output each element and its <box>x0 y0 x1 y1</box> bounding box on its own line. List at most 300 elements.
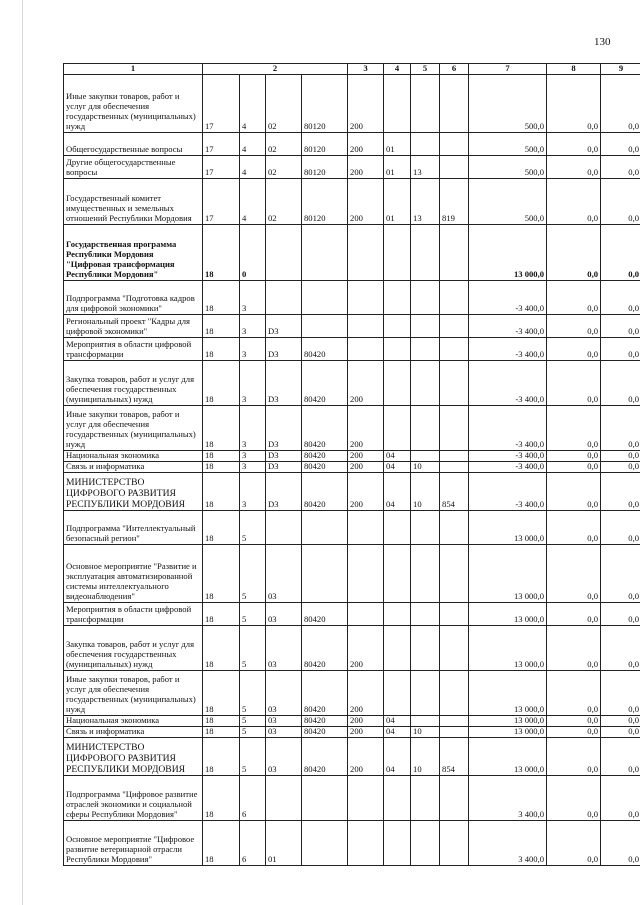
code-expense-type: 200 <box>348 726 384 737</box>
amount-col7: 13 000,0 <box>469 737 547 775</box>
amount-col7: 13 000,0 <box>469 670 547 715</box>
code-event: 03 <box>266 726 302 737</box>
code-direction: 80420 <box>302 726 348 737</box>
code-subprogram: 5 <box>240 670 266 715</box>
code-program: 18 <box>203 737 240 775</box>
row-name: Иные закупки товаров, работ и услуг для обеспечения государственных (муниципальных) нужд <box>64 670 203 715</box>
table-row <box>64 314 640 337</box>
code-subprogram: 5 <box>240 625 266 670</box>
code-subprogram: 5 <box>240 726 266 737</box>
amount-col9: 0,0 <box>601 461 640 472</box>
amount-col9: 0,0 <box>601 544 640 602</box>
code-event: 02 <box>266 132 302 155</box>
code-direction <box>302 314 348 337</box>
code-section <box>384 405 411 450</box>
amount-col9: 0,0 <box>601 670 640 715</box>
row-name: Национальная экономика <box>64 450 203 461</box>
code-program: 18 <box>203 337 240 360</box>
header-cell-9: 9 <box>601 64 640 75</box>
row-name: Государственный комитет имущественных и земельных отношений Республики Мордовия <box>64 178 203 224</box>
code-section <box>384 314 411 337</box>
amount-col9: 0,0 <box>601 726 640 737</box>
code-section <box>384 224 411 280</box>
code-expense-type <box>348 544 384 602</box>
code-section <box>384 360 411 405</box>
amount-col8: 0,0 <box>547 715 601 726</box>
header-cell-6: 6 <box>440 64 469 75</box>
code-ministry <box>440 450 469 461</box>
code-section <box>384 544 411 602</box>
code-section: 04 <box>384 715 411 726</box>
code-event: 03 <box>266 715 302 726</box>
code-direction: 80120 <box>302 74 348 132</box>
code-subprogram: 3 <box>240 405 266 450</box>
table-row <box>64 715 640 726</box>
code-ministry: 854 <box>440 737 469 775</box>
code-expense-type: 200 <box>348 461 384 472</box>
amount-col9: 0,0 <box>601 178 640 224</box>
amount-col8: 0,0 <box>547 155 601 178</box>
amount-col9: 0,0 <box>601 132 640 155</box>
code-subprogram: 5 <box>240 510 266 544</box>
code-subprogram: 4 <box>240 74 266 132</box>
amount-col7: 3 400,0 <box>469 775 547 820</box>
row-name: Закупка товаров, работ и услуг для обеспечения государственных (муниципальных) нужд <box>64 360 203 405</box>
code-section <box>384 820 411 865</box>
row-name: Основное мероприятие "Развитие и эксплуатация автоматизированной системы интеллектуального видеонаблюдения" <box>64 544 203 602</box>
code-program: 18 <box>203 625 240 670</box>
row-name: Иные закупки товаров, работ и услуг для обеспечения государственных (муниципальных) нужд <box>64 74 203 132</box>
code-ministry <box>440 155 469 178</box>
code-section <box>384 670 411 715</box>
code-direction: 80420 <box>302 450 348 461</box>
code-direction: 80420 <box>302 670 348 715</box>
table-row <box>64 602 640 625</box>
code-program: 17 <box>203 155 240 178</box>
code-program: 18 <box>203 510 240 544</box>
code-direction: 80120 <box>302 155 348 178</box>
amount-col9: 0,0 <box>601 510 640 544</box>
code-expense-type: 200 <box>348 670 384 715</box>
table-row <box>64 360 640 405</box>
amount-col8: 0,0 <box>547 625 601 670</box>
amount-col9: 0,0 <box>601 155 640 178</box>
code-subprogram: 4 <box>240 132 266 155</box>
code-subsection <box>411 544 440 602</box>
code-subprogram: 6 <box>240 820 266 865</box>
code-ministry <box>440 314 469 337</box>
table-row <box>64 510 640 544</box>
code-expense-type: 200 <box>348 472 384 510</box>
code-event: 03 <box>266 737 302 775</box>
row-name: Государственная программа Республики Мордовия "Цифровая трансформация Республики Мордовия" <box>64 224 203 280</box>
code-subsection <box>411 360 440 405</box>
code-direction <box>302 280 348 314</box>
table-row <box>64 670 640 715</box>
amount-col7: 500,0 <box>469 132 547 155</box>
table-row <box>64 737 640 775</box>
code-expense-type: 200 <box>348 715 384 726</box>
code-subprogram: 3 <box>240 280 266 314</box>
amount-col7: -3 400,0 <box>469 337 547 360</box>
code-ministry <box>440 726 469 737</box>
code-section: 04 <box>384 726 411 737</box>
code-subsection <box>411 280 440 314</box>
code-program: 18 <box>203 820 240 865</box>
code-subprogram: 6 <box>240 775 266 820</box>
code-subsection: 10 <box>411 461 440 472</box>
code-section: 04 <box>384 472 411 510</box>
code-direction <box>302 820 348 865</box>
amount-col8: 0,0 <box>547 726 601 737</box>
code-program: 17 <box>203 74 240 132</box>
code-ministry <box>440 670 469 715</box>
amount-col8: 0,0 <box>547 510 601 544</box>
code-event: 03 <box>266 544 302 602</box>
code-direction: 80420 <box>302 715 348 726</box>
code-ministry <box>440 461 469 472</box>
code-ministry <box>440 775 469 820</box>
amount-col7: 13 000,0 <box>469 625 547 670</box>
code-expense-type: 200 <box>348 405 384 450</box>
amount-col8: 0,0 <box>547 544 601 602</box>
code-program: 18 <box>203 280 240 314</box>
code-subprogram: 5 <box>240 715 266 726</box>
code-event: 01 <box>266 820 302 865</box>
code-direction: 80420 <box>302 737 348 775</box>
amount-col8: 0,0 <box>547 405 601 450</box>
amount-col7: -3 400,0 <box>469 472 547 510</box>
code-section: 01 <box>384 155 411 178</box>
code-subprogram: 4 <box>240 178 266 224</box>
amount-col9: 0,0 <box>601 224 640 280</box>
code-event: 03 <box>266 625 302 670</box>
table-body <box>64 74 640 865</box>
amount-col8: 0,0 <box>547 461 601 472</box>
code-subprogram: 3 <box>240 337 266 360</box>
code-event: 03 <box>266 670 302 715</box>
code-program: 18 <box>203 450 240 461</box>
table-row <box>64 544 640 602</box>
header-cell-8: 8 <box>547 64 601 75</box>
row-name: Общегосударственные вопросы <box>64 132 203 155</box>
table-row <box>64 625 640 670</box>
amount-col9: 0,0 <box>601 602 640 625</box>
code-program: 18 <box>203 472 240 510</box>
code-event: 03 <box>266 602 302 625</box>
code-ministry <box>440 510 469 544</box>
code-direction: 80420 <box>302 360 348 405</box>
amount-col8: 0,0 <box>547 602 601 625</box>
code-subsection <box>411 314 440 337</box>
code-program: 18 <box>203 602 240 625</box>
amount-col9: 0,0 <box>601 737 640 775</box>
table-row <box>64 337 640 360</box>
amount-col8: 0,0 <box>547 178 601 224</box>
code-subprogram: 5 <box>240 544 266 602</box>
code-event <box>266 224 302 280</box>
row-name: Подпрограмма "Интеллектуальный безопасный регион" <box>64 510 203 544</box>
code-section <box>384 602 411 625</box>
header-cell-1: 1 <box>64 64 203 75</box>
amount-col7: -3 400,0 <box>469 360 547 405</box>
code-section <box>384 74 411 132</box>
code-program: 18 <box>203 715 240 726</box>
code-ministry <box>440 224 469 280</box>
amount-col8: 0,0 <box>547 224 601 280</box>
code-direction <box>302 544 348 602</box>
code-ministry <box>440 544 469 602</box>
code-section: 01 <box>384 132 411 155</box>
code-direction: 80420 <box>302 337 348 360</box>
amount-col7: 13 000,0 <box>469 715 547 726</box>
code-event: D3 <box>266 337 302 360</box>
code-ministry <box>440 715 469 726</box>
code-program: 18 <box>203 314 240 337</box>
code-section <box>384 775 411 820</box>
code-subsection <box>411 670 440 715</box>
code-program: 18 <box>203 224 240 280</box>
code-section <box>384 510 411 544</box>
code-subprogram: 3 <box>240 450 266 461</box>
amount-col7: 500,0 <box>469 178 547 224</box>
amount-col7: -3 400,0 <box>469 280 547 314</box>
row-name: Связь и информатика <box>64 726 203 737</box>
code-subprogram: 5 <box>240 602 266 625</box>
code-expense-type <box>348 820 384 865</box>
code-program: 18 <box>203 360 240 405</box>
row-name: Региональный проект "Кадры для цифровой экономики" <box>64 314 203 337</box>
code-ministry <box>440 132 469 155</box>
amount-col7: 13 000,0 <box>469 544 547 602</box>
row-name: Иные закупки товаров, работ и услуг для обеспечения государственных (муниципальных) нужд <box>64 405 203 450</box>
code-subprogram: 0 <box>240 224 266 280</box>
code-event: D3 <box>266 450 302 461</box>
code-subsection <box>411 74 440 132</box>
amount-col9: 0,0 <box>601 820 640 865</box>
header-row <box>64 64 640 75</box>
header-cell-3: 3 <box>348 64 384 75</box>
code-subsection: 10 <box>411 726 440 737</box>
amount-col7: 13 000,0 <box>469 224 547 280</box>
amount-col8: 0,0 <box>547 280 601 314</box>
table-row <box>64 74 640 132</box>
row-name: Подпрограмма "Цифровое развитие отраслей экономики и социальной сферы Республики Мордовия" <box>64 775 203 820</box>
table-row <box>64 726 640 737</box>
code-program: 17 <box>203 132 240 155</box>
amount-col9: 0,0 <box>601 337 640 360</box>
amount-col7: 13 000,0 <box>469 726 547 737</box>
amount-col9: 0,0 <box>601 472 640 510</box>
code-event: D3 <box>266 405 302 450</box>
code-subsection <box>411 510 440 544</box>
row-name: МИНИСТЕРСТВО ЦИФРОВОГО РАЗВИТИЯ РЕСПУБЛИКИ МОРДОВИЯ <box>64 472 203 510</box>
amount-col9: 0,0 <box>601 715 640 726</box>
code-section: 04 <box>384 450 411 461</box>
code-subsection: 13 <box>411 155 440 178</box>
code-event: 02 <box>266 155 302 178</box>
page-number: 130 <box>594 36 611 48</box>
code-expense-type <box>348 510 384 544</box>
code-event <box>266 775 302 820</box>
code-program: 18 <box>203 726 240 737</box>
code-subsection <box>411 224 440 280</box>
header-cell-7: 7 <box>469 64 547 75</box>
code-event: 02 <box>266 178 302 224</box>
code-subprogram: 5 <box>240 737 266 775</box>
code-direction: 80420 <box>302 405 348 450</box>
code-program: 18 <box>203 775 240 820</box>
table-row <box>64 450 640 461</box>
code-expense-type: 200 <box>348 625 384 670</box>
amount-col9: 0,0 <box>601 405 640 450</box>
amount-col8: 0,0 <box>547 472 601 510</box>
amount-col8: 0,0 <box>547 337 601 360</box>
code-subprogram: 4 <box>240 155 266 178</box>
table-row <box>64 280 640 314</box>
code-event: D3 <box>266 360 302 405</box>
code-subsection: 13 <box>411 178 440 224</box>
code-direction <box>302 224 348 280</box>
code-subprogram: 3 <box>240 472 266 510</box>
code-expense-type: 200 <box>348 132 384 155</box>
code-ministry: 854 <box>440 472 469 510</box>
table-row <box>64 820 640 865</box>
code-subsection <box>411 625 440 670</box>
code-ministry <box>440 280 469 314</box>
code-program: 18 <box>203 670 240 715</box>
code-direction <box>302 510 348 544</box>
code-ministry <box>440 360 469 405</box>
code-subsection <box>411 337 440 360</box>
code-event: D3 <box>266 461 302 472</box>
code-direction: 80420 <box>302 472 348 510</box>
code-event: D3 <box>266 314 302 337</box>
code-expense-type: 200 <box>348 737 384 775</box>
amount-col8: 0,0 <box>547 132 601 155</box>
amount-col7: -3 400,0 <box>469 461 547 472</box>
code-expense-type <box>348 224 384 280</box>
amount-col7: -3 400,0 <box>469 405 547 450</box>
row-name: Другие общегосударственные вопросы <box>64 155 203 178</box>
amount-col8: 0,0 <box>547 314 601 337</box>
table-row <box>64 775 640 820</box>
code-program: 18 <box>203 544 240 602</box>
amount-col9: 0,0 <box>601 625 640 670</box>
code-ministry: 819 <box>440 178 469 224</box>
row-name: Национальная экономика <box>64 715 203 726</box>
row-name: МИНИСТЕРСТВО ЦИФРОВОГО РАЗВИТИЯ РЕСПУБЛИКИ МОРДОВИЯ <box>64 737 203 775</box>
code-expense-type <box>348 775 384 820</box>
code-ministry <box>440 820 469 865</box>
table-row <box>64 461 640 472</box>
table-row <box>64 155 640 178</box>
amount-col9: 0,0 <box>601 74 640 132</box>
table-row <box>64 224 640 280</box>
code-direction: 80120 <box>302 178 348 224</box>
code-ministry <box>440 405 469 450</box>
code-subprogram: 3 <box>240 461 266 472</box>
amount-col7: 13 000,0 <box>469 602 547 625</box>
budget-table <box>63 63 640 866</box>
amount-col8: 0,0 <box>547 360 601 405</box>
amount-col9: 0,0 <box>601 314 640 337</box>
code-program: 17 <box>203 178 240 224</box>
amount-col9: 0,0 <box>601 775 640 820</box>
row-name: Закупка товаров, работ и услуг для обеспечения государственных (муниципальных) нужд <box>64 625 203 670</box>
amount-col9: 0,0 <box>601 450 640 461</box>
table-row <box>64 472 640 510</box>
scan-margin-line <box>22 0 23 905</box>
table-row <box>64 405 640 450</box>
table-row <box>64 132 640 155</box>
amount-col7: 500,0 <box>469 74 547 132</box>
code-section <box>384 337 411 360</box>
code-section <box>384 625 411 670</box>
code-direction: 80420 <box>302 602 348 625</box>
code-program: 18 <box>203 405 240 450</box>
code-expense-type <box>348 602 384 625</box>
amount-col8: 0,0 <box>547 670 601 715</box>
code-event: D3 <box>266 472 302 510</box>
header-cell-5: 5 <box>411 64 440 75</box>
code-subsection <box>411 715 440 726</box>
code-program: 18 <box>203 461 240 472</box>
code-subsection: 10 <box>411 737 440 775</box>
code-direction: 80120 <box>302 132 348 155</box>
amount-col7: 500,0 <box>469 155 547 178</box>
code-direction <box>302 775 348 820</box>
code-ministry <box>440 337 469 360</box>
row-name: Мероприятия в области цифровой трансформации <box>64 602 203 625</box>
code-expense-type: 200 <box>348 155 384 178</box>
code-direction: 80420 <box>302 461 348 472</box>
header-cell-2: 2 <box>203 64 348 75</box>
amount-col7: -3 400,0 <box>469 314 547 337</box>
table-row <box>64 178 640 224</box>
code-subsection <box>411 775 440 820</box>
code-expense-type <box>348 337 384 360</box>
code-ministry <box>440 602 469 625</box>
code-expense-type: 200 <box>348 450 384 461</box>
amount-col9: 0,0 <box>601 280 640 314</box>
amount-col8: 0,0 <box>547 74 601 132</box>
code-expense-type: 200 <box>348 178 384 224</box>
amount-col9: 0,0 <box>601 360 640 405</box>
code-expense-type: 200 <box>348 360 384 405</box>
amount-col8: 0,0 <box>547 450 601 461</box>
code-ministry <box>440 625 469 670</box>
code-section <box>384 280 411 314</box>
code-subprogram: 3 <box>240 360 266 405</box>
code-section: 01 <box>384 178 411 224</box>
row-name: Подпрограмма "Подготовка кадров для цифровой экономики" <box>64 280 203 314</box>
amount-col7: -3 400,0 <box>469 450 547 461</box>
amount-col7: 3 400,0 <box>469 820 547 865</box>
amount-col7: 13 000,0 <box>469 510 547 544</box>
row-name: Связь и информатика <box>64 461 203 472</box>
code-event: 02 <box>266 74 302 132</box>
row-name: Мероприятия в области цифровой трансформации <box>64 337 203 360</box>
code-subsection <box>411 820 440 865</box>
code-expense-type <box>348 280 384 314</box>
code-expense-type <box>348 314 384 337</box>
code-subsection <box>411 405 440 450</box>
code-ministry <box>440 74 469 132</box>
code-section: 04 <box>384 737 411 775</box>
amount-col8: 0,0 <box>547 820 601 865</box>
code-subprogram: 3 <box>240 314 266 337</box>
